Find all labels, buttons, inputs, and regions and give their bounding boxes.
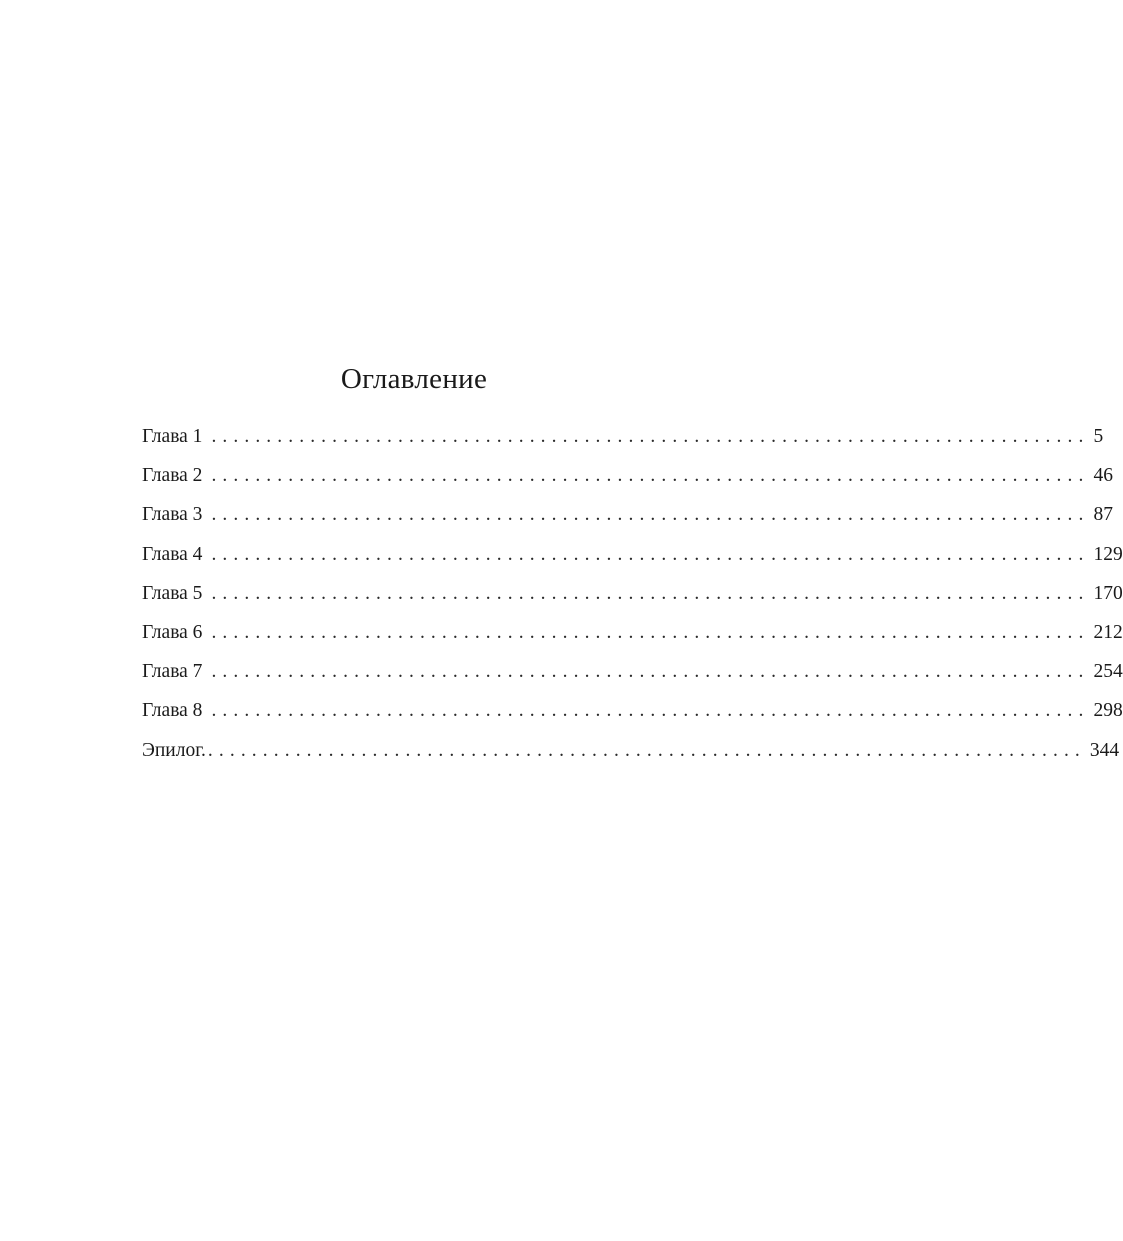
toc-entry-page: 46 [1093,465,1113,487]
toc-entry-label: Глава 2 [142,465,203,487]
toc-title: Оглавление [340,363,488,395]
toc-entry-label: Глава 6 [142,621,203,643]
dot-leader: ................................................................................ [211,504,1090,526]
toc-entry-label: Глава 7 [142,661,203,683]
toc-entry [142,619,1123,658]
toc-entry [142,462,1113,501]
dot-leader: ................................................................................ [211,426,1090,447]
toc-entry [142,697,1123,736]
dot-leader: ................................................................................ [211,621,1090,643]
toc-entry-page: 170 [1093,582,1123,604]
toc-entry-page: 344 [1089,739,1120,761]
toc-entry-label: Глава 3 [142,504,203,526]
toc-list [142,423,1123,776]
toc-entry [142,423,1104,462]
toc-entry-label: Глава 1 [142,426,203,447]
toc-entry-page: 212 [1093,621,1123,643]
toc-entry-page: 254 [1093,661,1123,683]
toc-entry-page: 87 [1093,504,1113,526]
toc-entry-page: 129 [1093,543,1123,565]
toc-entry [142,541,1123,580]
toc-entry-page: 5 [1093,426,1104,447]
toc-entry-label: Глава 5 [142,582,203,604]
toc-entry [142,658,1123,697]
toc-entry [142,501,1113,540]
dot-leader: ................................................................................ [207,739,1086,761]
toc-entry-page: 298 [1093,700,1123,722]
dot-leader: ................................................................................ [211,543,1090,565]
dot-leader: ................................................................................ [211,661,1090,683]
toc-entry-label: Эпилог. [142,739,206,761]
dot-leader: ................................................................................ [211,465,1090,487]
dot-leader: ................................................................................ [211,582,1090,604]
toc-entry-label: Глава 4 [142,543,203,565]
toc-entry [142,737,1120,776]
toc-entry [142,580,1123,619]
toc-entry-label: Глава 8 [142,700,203,722]
dot-leader: ................................................................................ [211,700,1090,722]
